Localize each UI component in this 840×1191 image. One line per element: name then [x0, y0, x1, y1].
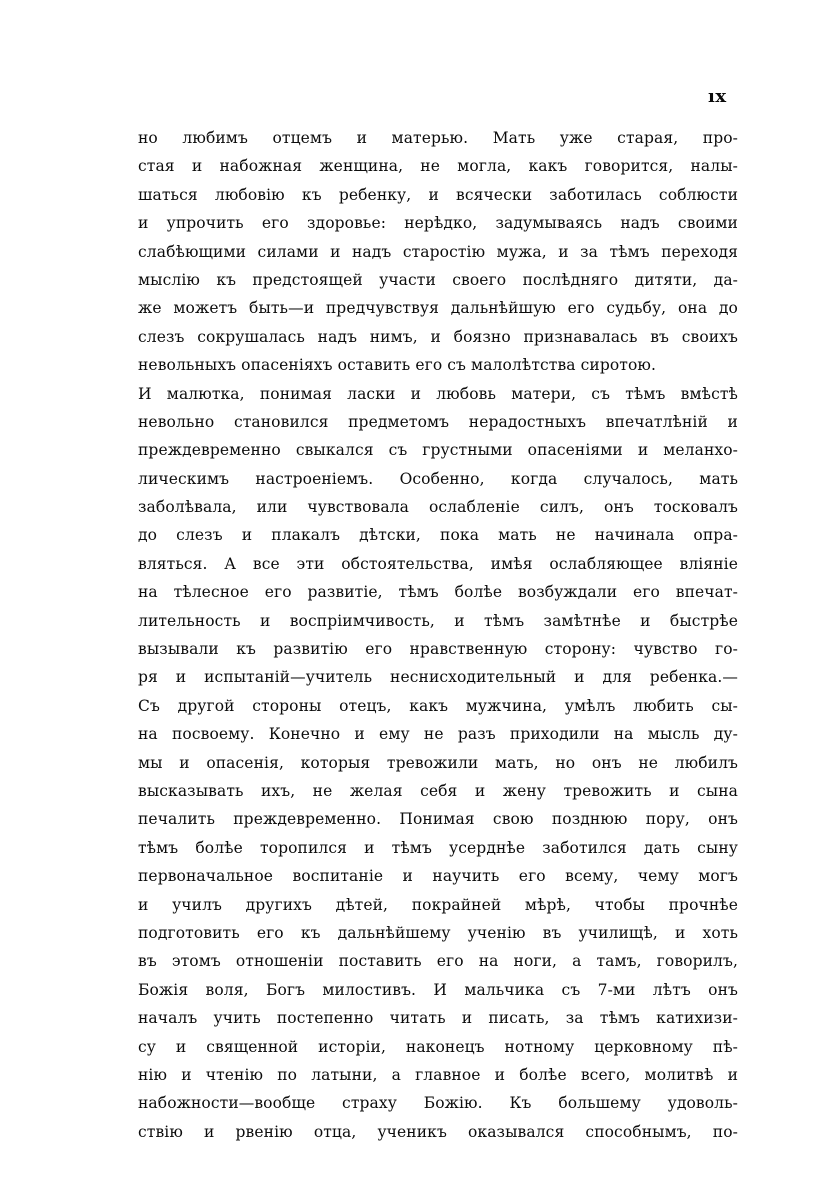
text-line: слезъ сокрушалась надъ нимъ, и боязно признавалась въ своихъ — [138, 327, 738, 346]
text-line: вызывали къ развитію его нравственную сторону: чувство го- — [138, 640, 738, 659]
text-line: стая и набожная женщина, не могла, какъ говорится, налы- — [138, 157, 738, 176]
text-line: набожности—вообще страху Божію. Къ большему удоволь- — [138, 1094, 738, 1113]
text-line: въ этомъ отношеніи поставить его на ноги, а тамъ, говорилъ, — [138, 952, 738, 971]
text-line: ря и испытаній—учитель неснисходительный и для ребенка.— — [138, 668, 738, 687]
text-line: нію и чтенію по латыни, а главное и болѣе всего, молитвѣ и — [138, 1065, 738, 1084]
text-line: Божія воля, Богъ милостивъ. И мальчика съ 7-ми лѣтъ онъ — [138, 980, 738, 999]
text-line: на тѣлесное его развитіе, тѣмъ болѣе возбуждали его впечат- — [138, 583, 738, 602]
text-line: невольныхъ опасеніяхъ оставить его съ малолѣтства сиротою. — [138, 356, 657, 375]
text-line: И малютка, понимая ласки и любовь матери, съ тѣмъ вмѣстѣ — [138, 384, 738, 403]
text-line: подготовить его къ дальнѣйшему ученію въ училищѣ, и хоть — [138, 923, 738, 942]
text-line: до слезъ и плакалъ дѣтски, пока мать не начинала опра- — [138, 526, 738, 545]
text-line: на посвоему. Конечно и ему не разъ приходили на мысль ду- — [138, 725, 738, 744]
text-line: заболѣвала, или чувствовала ослабленіе силъ, онъ тосковалъ — [138, 498, 738, 517]
body-text — [138, 124, 738, 1146]
text-line: но любимъ отцемъ и матерью. Мать уже старая, про- — [138, 129, 738, 147]
page-number: ıx — [708, 86, 727, 107]
text-line: су и священной исторіи, наконецъ нотному церковному пѣ- — [138, 1037, 738, 1056]
text-line: печалить преждевременно. Понимая свою позднюю пору, онъ — [138, 810, 738, 829]
text-line: вляться. А все эти обстоятельства, имѣя ослабляющее вліяніе — [138, 554, 738, 573]
text-line: высказывать ихъ, не желая себя и жену тревожить и сына — [138, 781, 738, 800]
text-line: Съ другой стороны отецъ, какъ мужчина, умѣлъ любить сы- — [138, 696, 738, 715]
text-line: же можетъ быть—и предчувствуя дальнѣйшую его судьбу, она до — [138, 299, 738, 318]
text-line: шаться любовію къ ребенку, и всячески заботилась соблюсти — [138, 185, 738, 204]
text-line: мыслію къ предстоящей участи своего послѣдняго дитяти, да- — [138, 270, 738, 289]
text-line: и упрочить его здоровье: нерѣдко, задумываясь надъ своими — [138, 214, 738, 233]
text-line: ствію и рвенію отца, ученикъ оказывался способнымъ, по- — [138, 1122, 738, 1141]
text-line: и училъ другихъ дѣтей, покрайней мѣрѣ, чтобы прочнѣе — [138, 895, 738, 914]
text-line: первоначальное воспитаніе и научить его всему, чему могъ — [138, 867, 738, 886]
text-line: невольно становился предметомъ нерадостныхъ впечатлѣній и — [138, 412, 738, 431]
text-line: слабѣющими силами и надъ старостію мужа, и за тѣмъ переходя — [138, 242, 738, 261]
text-line: лительность и воспріимчивость, и тѣмъ замѣтнѣе и быстрѣе — [138, 611, 738, 630]
text-line: началъ учить постепенно читать и писать, за тѣмъ катихизи- — [138, 1009, 738, 1028]
text-line: преждевременно свыкался съ грустными опасеніями и меланхо- — [138, 441, 738, 460]
text-line: тѣмъ болѣе торопился и тѣмъ усерднѣе заботился дать сыну — [138, 838, 738, 857]
text-line: мы и опасенія, которыя тревожили мать, но онъ не любилъ — [138, 753, 738, 772]
text-line: лическимъ настроеніемъ. Особенно, когда случалось, мать — [138, 469, 738, 488]
